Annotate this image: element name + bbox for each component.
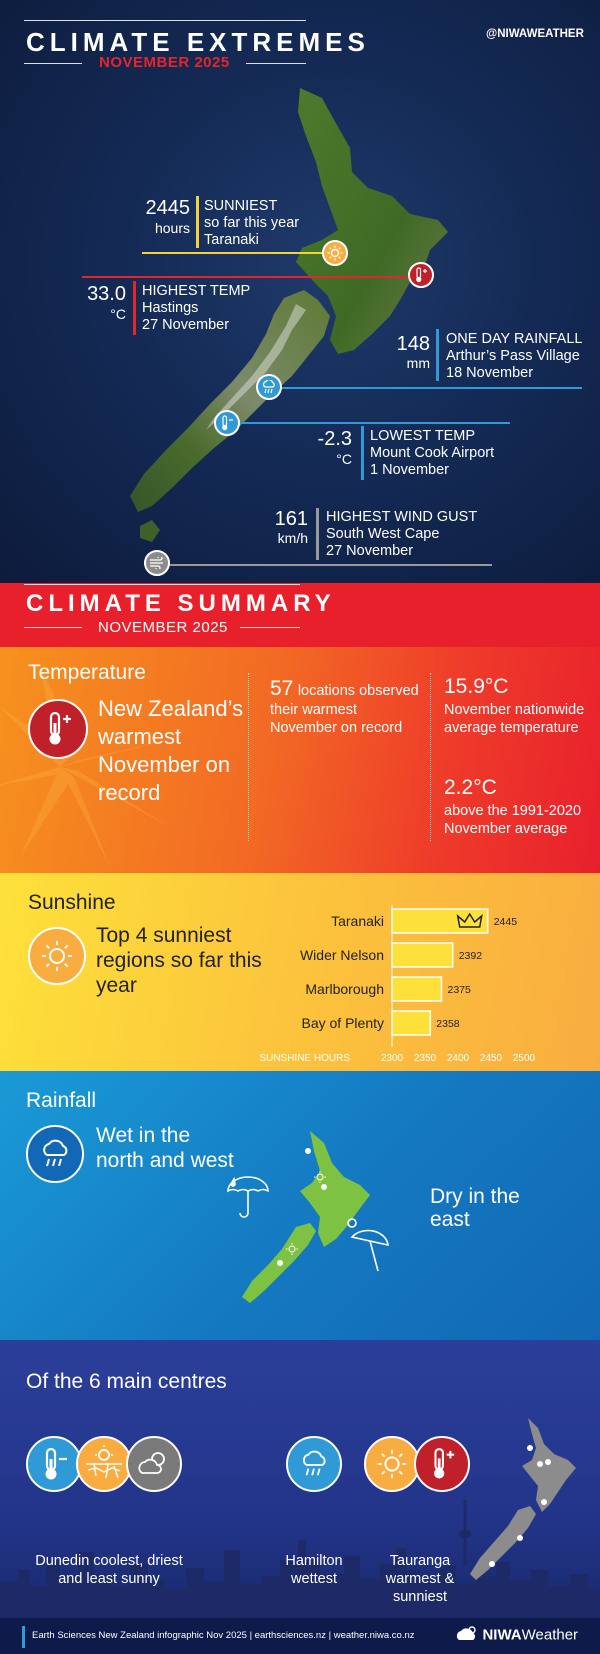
wind-gust-value: 161 [274,508,308,530]
lowest-temp-location: Mount Cook Airport [370,445,495,461]
average-temp-value: 15.9°C [444,675,509,698]
rainfall-label: ONE DAY RAINFALL [446,331,583,347]
wind-gust-bar [316,508,319,560]
highest-temp-leader [82,276,422,278]
thermometer-cold-icon [26,1436,82,1492]
city-dot [305,1148,311,1154]
bar-category-label: Bay of Plenty [301,1015,384,1031]
locations-text: locations observed their warmest November on record [270,683,419,736]
anomaly-text: above the 1991-2020 November average [444,803,582,837]
summary-rule-left [24,627,82,628]
city-dot [277,1260,283,1266]
anomaly-value: 2.2°C [444,776,497,799]
lowest-temp-unit: °C [336,451,352,467]
wind-gust-date: 27 November [326,543,414,559]
rainfall-leader [282,387,582,389]
x-tick-label: 2300 [380,1053,404,1064]
rainfall-heading: Rainfall [26,1089,97,1112]
wind-icon [144,550,170,576]
sunniest-line2: so far this year [204,215,300,231]
bar-category-label: Wider Nelson [299,947,384,963]
sunshine-bar-chart [260,895,590,1065]
x-axis-label: SUNSHINE HOURS [260,1053,350,1064]
highest-temp-date: 27 November [142,317,230,333]
sunshine-section [0,873,600,1071]
divider-1 [248,673,249,841]
sunshine-bar [392,977,442,1001]
wind-gust-leader [160,564,492,566]
highest-temp-location: Hastings [142,300,199,316]
wet-text: Wet in the north and west [96,1124,234,1172]
highest-temp-unit: °C [110,306,126,322]
sunniest-label: SUNNIEST [204,198,278,214]
sun-icon [364,1436,420,1492]
city-dot [321,1184,327,1190]
sunshine-bar [392,1011,430,1035]
nz-rainfall-map [220,1121,420,1321]
bar-value-label: 2375 [447,984,471,996]
rain-cloud-icon [256,374,282,400]
temperature-heading: Temperature [28,661,146,684]
extremes-title: CLIMATE EXTREMES [26,27,370,57]
summary-subtitle: NOVEMBER 2025 [98,619,228,636]
niwa-handle: @NIWAWEATHER [486,28,584,40]
sunshine-heading: Sunshine [28,891,116,914]
thermometer-hot-icon [414,1436,470,1492]
bar-value-label: 2445 [493,916,518,928]
climate-extremes-section [0,0,600,583]
footer [0,1618,600,1654]
x-tick-label: 2450 [479,1053,503,1064]
highest-temp-bar [133,281,136,335]
tauranga-text: Tauranga warmest & sunniest [385,1553,455,1605]
sun-icon [28,927,86,985]
highest-temp-value: 33.0 [87,283,126,305]
sun-icon [322,240,348,266]
x-tick-label: 2350 [413,1053,437,1064]
sunniest-leader [142,252,326,254]
lowest-temp-bar [361,426,364,480]
bar-category-label: Marlborough [305,981,384,997]
thermometer-cold-icon [214,410,240,436]
footer-accent-bar [22,1626,25,1648]
lowest-temp-value: -2.3 [317,428,352,450]
sunshine-headline: Top 4 sunniest regions so far this year [96,924,262,997]
dry-text: Dry in the east [430,1185,520,1231]
nz-centres-map [464,1414,594,1624]
locations-count: 57 [270,677,294,700]
extremes-subtitle: NOVEMBER 2025 [99,54,230,71]
highest-temp-label: HIGHEST TEMP [142,283,251,299]
hamilton-text: Hamilton wettest [285,1553,343,1587]
rainfall-unit: mm [406,355,430,371]
summary-rule-right [240,627,300,628]
wind-gust-unit: km/h [277,530,308,546]
sunniest-value: 2445 [145,197,190,219]
bar-category-label: Taranaki [331,913,384,929]
locations-stat [270,677,420,737]
sunshine-chart-svg [260,895,590,1065]
sunniest-bar [196,196,199,248]
lowest-temp-label: LOWEST TEMP [370,428,476,444]
umbrella-icon [228,1177,268,1217]
lowest-temp-date: 1 November [370,462,449,478]
stewart-island-shape [140,520,160,542]
wind-gust-location: South West Cape [326,526,440,542]
thermometer-hot-icon [408,262,434,288]
summary-rule-top [24,584,300,585]
centres-heading: Of the 6 main centres [26,1370,227,1393]
dunedin-text: Dunedin coolest, driest and least sunny [35,1553,183,1587]
rainfall-section [0,1071,600,1340]
lowest-temp-leader [238,422,510,424]
rainfall-value: 148 [396,333,430,355]
rainfall-location: Arthur’s Pass Village [446,348,580,364]
x-tick-label: 2400 [446,1053,470,1064]
rain-cloud-icon [26,1125,84,1183]
x-tick-label: 2500 [512,1053,536,1064]
drought-sun-icon [76,1436,132,1492]
niwa-weather-logo: NIWAWeather [454,1624,578,1646]
average-temp-text: November nationwide average temperature [444,702,585,736]
cloudy-sun-icon [126,1436,182,1492]
beach-umbrella-icon [348,1219,388,1271]
bar-value-label: 2392 [458,950,483,962]
bar-value-label: 2358 [436,1018,460,1030]
summary-title: CLIMATE SUMMARY [26,590,336,617]
rainfall-date: 18 November [446,365,534,381]
temperature-section [0,583,600,873]
footer-text: Earth Sciences New Zealand infographic Nov 2025 | earthsciences.nz | weather.niwa.co.nz [32,1630,415,1641]
divider-2 [430,673,431,841]
main-centres-section [0,1340,600,1654]
sunniest-location: Taranaki [204,232,259,248]
temperature-headline: New Zealand’s warmest November on record [98,696,244,805]
rain-cloud-icon [286,1436,342,1492]
thermometer-hot-icon [28,699,88,759]
rainfall-bar [436,329,439,381]
sunshine-bar [392,943,453,967]
wind-gust-label: HIGHEST WIND GUST [326,509,478,525]
sunniest-unit: hours [154,220,190,236]
